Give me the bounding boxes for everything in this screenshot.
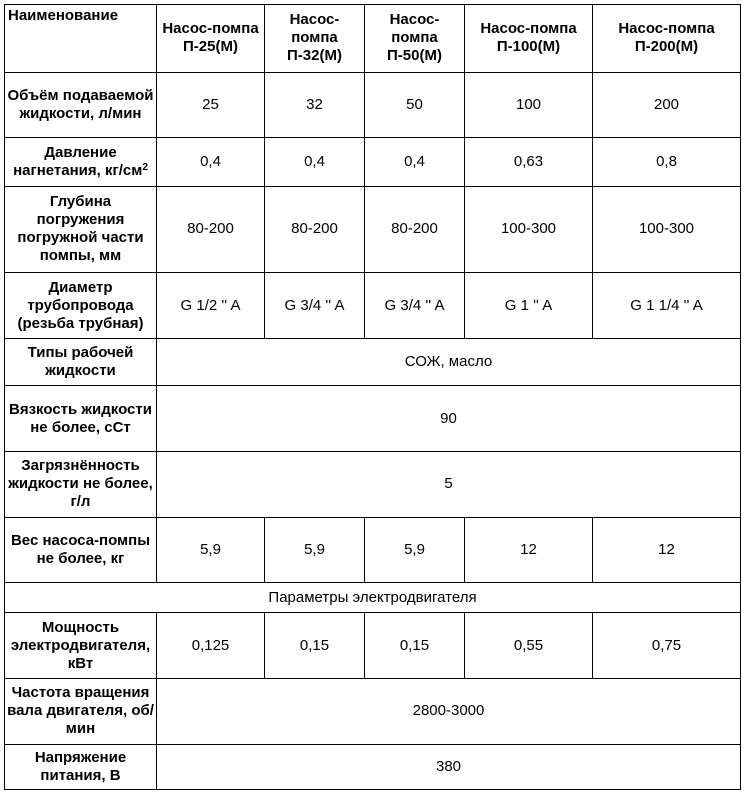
cell-voltage: 380 bbox=[157, 744, 741, 789]
cell-pipe-p50: G 3/4 '' A bbox=[365, 273, 465, 339]
cell-weight-p50: 5,9 bbox=[365, 517, 465, 583]
section-row bbox=[5, 583, 741, 613]
cell-volume-p32: 32 bbox=[265, 72, 365, 138]
cell-pressure-p200: 0,8 bbox=[593, 138, 741, 186]
cell-weight-p200: 12 bbox=[593, 517, 741, 583]
table-row bbox=[5, 517, 741, 583]
cell-pipe-p200: G 1 1/4 '' A bbox=[593, 273, 741, 339]
row-label-pressure-sup: 2 bbox=[142, 161, 148, 173]
header-model-p25: Насос-помпа П-25(М) bbox=[157, 5, 265, 73]
cell-pipe-p25: G 1/2 '' A bbox=[157, 273, 265, 339]
row-label-viscosity: Вязкость жидкости не более, сСт bbox=[5, 386, 157, 452]
header-model-p200: Насос-помпа П-200(М) bbox=[593, 5, 741, 73]
row-label-contamination: Загрязнённость жидкости не более, г/л bbox=[5, 451, 157, 517]
row-label-power: Мощность электродвигателя, кВт bbox=[5, 613, 157, 679]
table-row bbox=[5, 186, 741, 273]
cell-weight-p32: 5,9 bbox=[265, 517, 365, 583]
row-label-voltage: Напряжение питания, В bbox=[5, 744, 157, 789]
cell-power-p100: 0,55 bbox=[465, 613, 593, 679]
cell-fluid: СОЖ, масло bbox=[157, 338, 741, 385]
cell-volume-p25: 25 bbox=[157, 72, 265, 138]
cell-depth-p32: 80-200 bbox=[265, 186, 365, 273]
table-row bbox=[5, 451, 741, 517]
table-row bbox=[5, 72, 741, 138]
row-label-pipe: Диаметр трубопровода (резьба трубная) bbox=[5, 273, 157, 339]
cell-depth-p200: 100-300 bbox=[593, 186, 741, 273]
cell-depth-p100: 100-300 bbox=[465, 186, 593, 273]
cell-pipe-p32: G 3/4 '' A bbox=[265, 273, 365, 339]
cell-volume-p50: 50 bbox=[365, 72, 465, 138]
row-label-fluid: Типы рабочей жидкости bbox=[5, 338, 157, 385]
header-model-p100: Насос-помпа П-100(М) bbox=[465, 5, 593, 73]
table-row bbox=[5, 613, 741, 679]
cell-weight-p100: 12 bbox=[465, 517, 593, 583]
header-model-p50: Насос-помпа П-50(М) bbox=[365, 5, 465, 73]
cell-power-p32: 0,15 bbox=[265, 613, 365, 679]
row-label-pressure-text: Давление нагнетания, кг/см bbox=[13, 143, 143, 179]
cell-speed: 2800-3000 bbox=[157, 678, 741, 744]
cell-viscosity: 90 bbox=[157, 386, 741, 452]
cell-contamination: 5 bbox=[157, 451, 741, 517]
row-label-speed: Частота вращения вала двигателя, об/мин bbox=[5, 678, 157, 744]
cell-pressure-p50: 0,4 bbox=[365, 138, 465, 186]
cell-power-p50: 0,15 bbox=[365, 613, 465, 679]
cell-pressure-p100: 0,63 bbox=[465, 138, 593, 186]
cell-weight-p25: 5,9 bbox=[157, 517, 265, 583]
motor-section-title: Параметры электродвигателя bbox=[5, 583, 741, 613]
row-label-pressure bbox=[5, 138, 157, 186]
header-corner: Наименование bbox=[5, 5, 157, 73]
table-row bbox=[5, 273, 741, 339]
cell-power-p25: 0,125 bbox=[157, 613, 265, 679]
table-row bbox=[5, 678, 741, 744]
header-row bbox=[5, 5, 741, 73]
row-label-volume: Объём подаваемой жидкости, л/мин bbox=[5, 72, 157, 138]
cell-pressure-p25: 0,4 bbox=[157, 138, 265, 186]
cell-volume-p200: 200 bbox=[593, 72, 741, 138]
cell-depth-p25: 80-200 bbox=[157, 186, 265, 273]
header-model-p32: Насос-помпа П-32(М) bbox=[265, 5, 365, 73]
table-row bbox=[5, 138, 741, 186]
table-row bbox=[5, 744, 741, 789]
row-label-depth: Глубина погружения погружной части помпы, мм bbox=[5, 186, 157, 273]
table-row bbox=[5, 386, 741, 452]
pump-spec-table bbox=[4, 4, 741, 790]
cell-volume-p100: 100 bbox=[465, 72, 593, 138]
cell-power-p200: 0,75 bbox=[593, 613, 741, 679]
cell-pressure-p32: 0,4 bbox=[265, 138, 365, 186]
cell-depth-p50: 80-200 bbox=[365, 186, 465, 273]
row-label-weight: Вес насоса-помпы не более, кг bbox=[5, 517, 157, 583]
table-row bbox=[5, 338, 741, 385]
cell-pipe-p100: G 1 '' A bbox=[465, 273, 593, 339]
